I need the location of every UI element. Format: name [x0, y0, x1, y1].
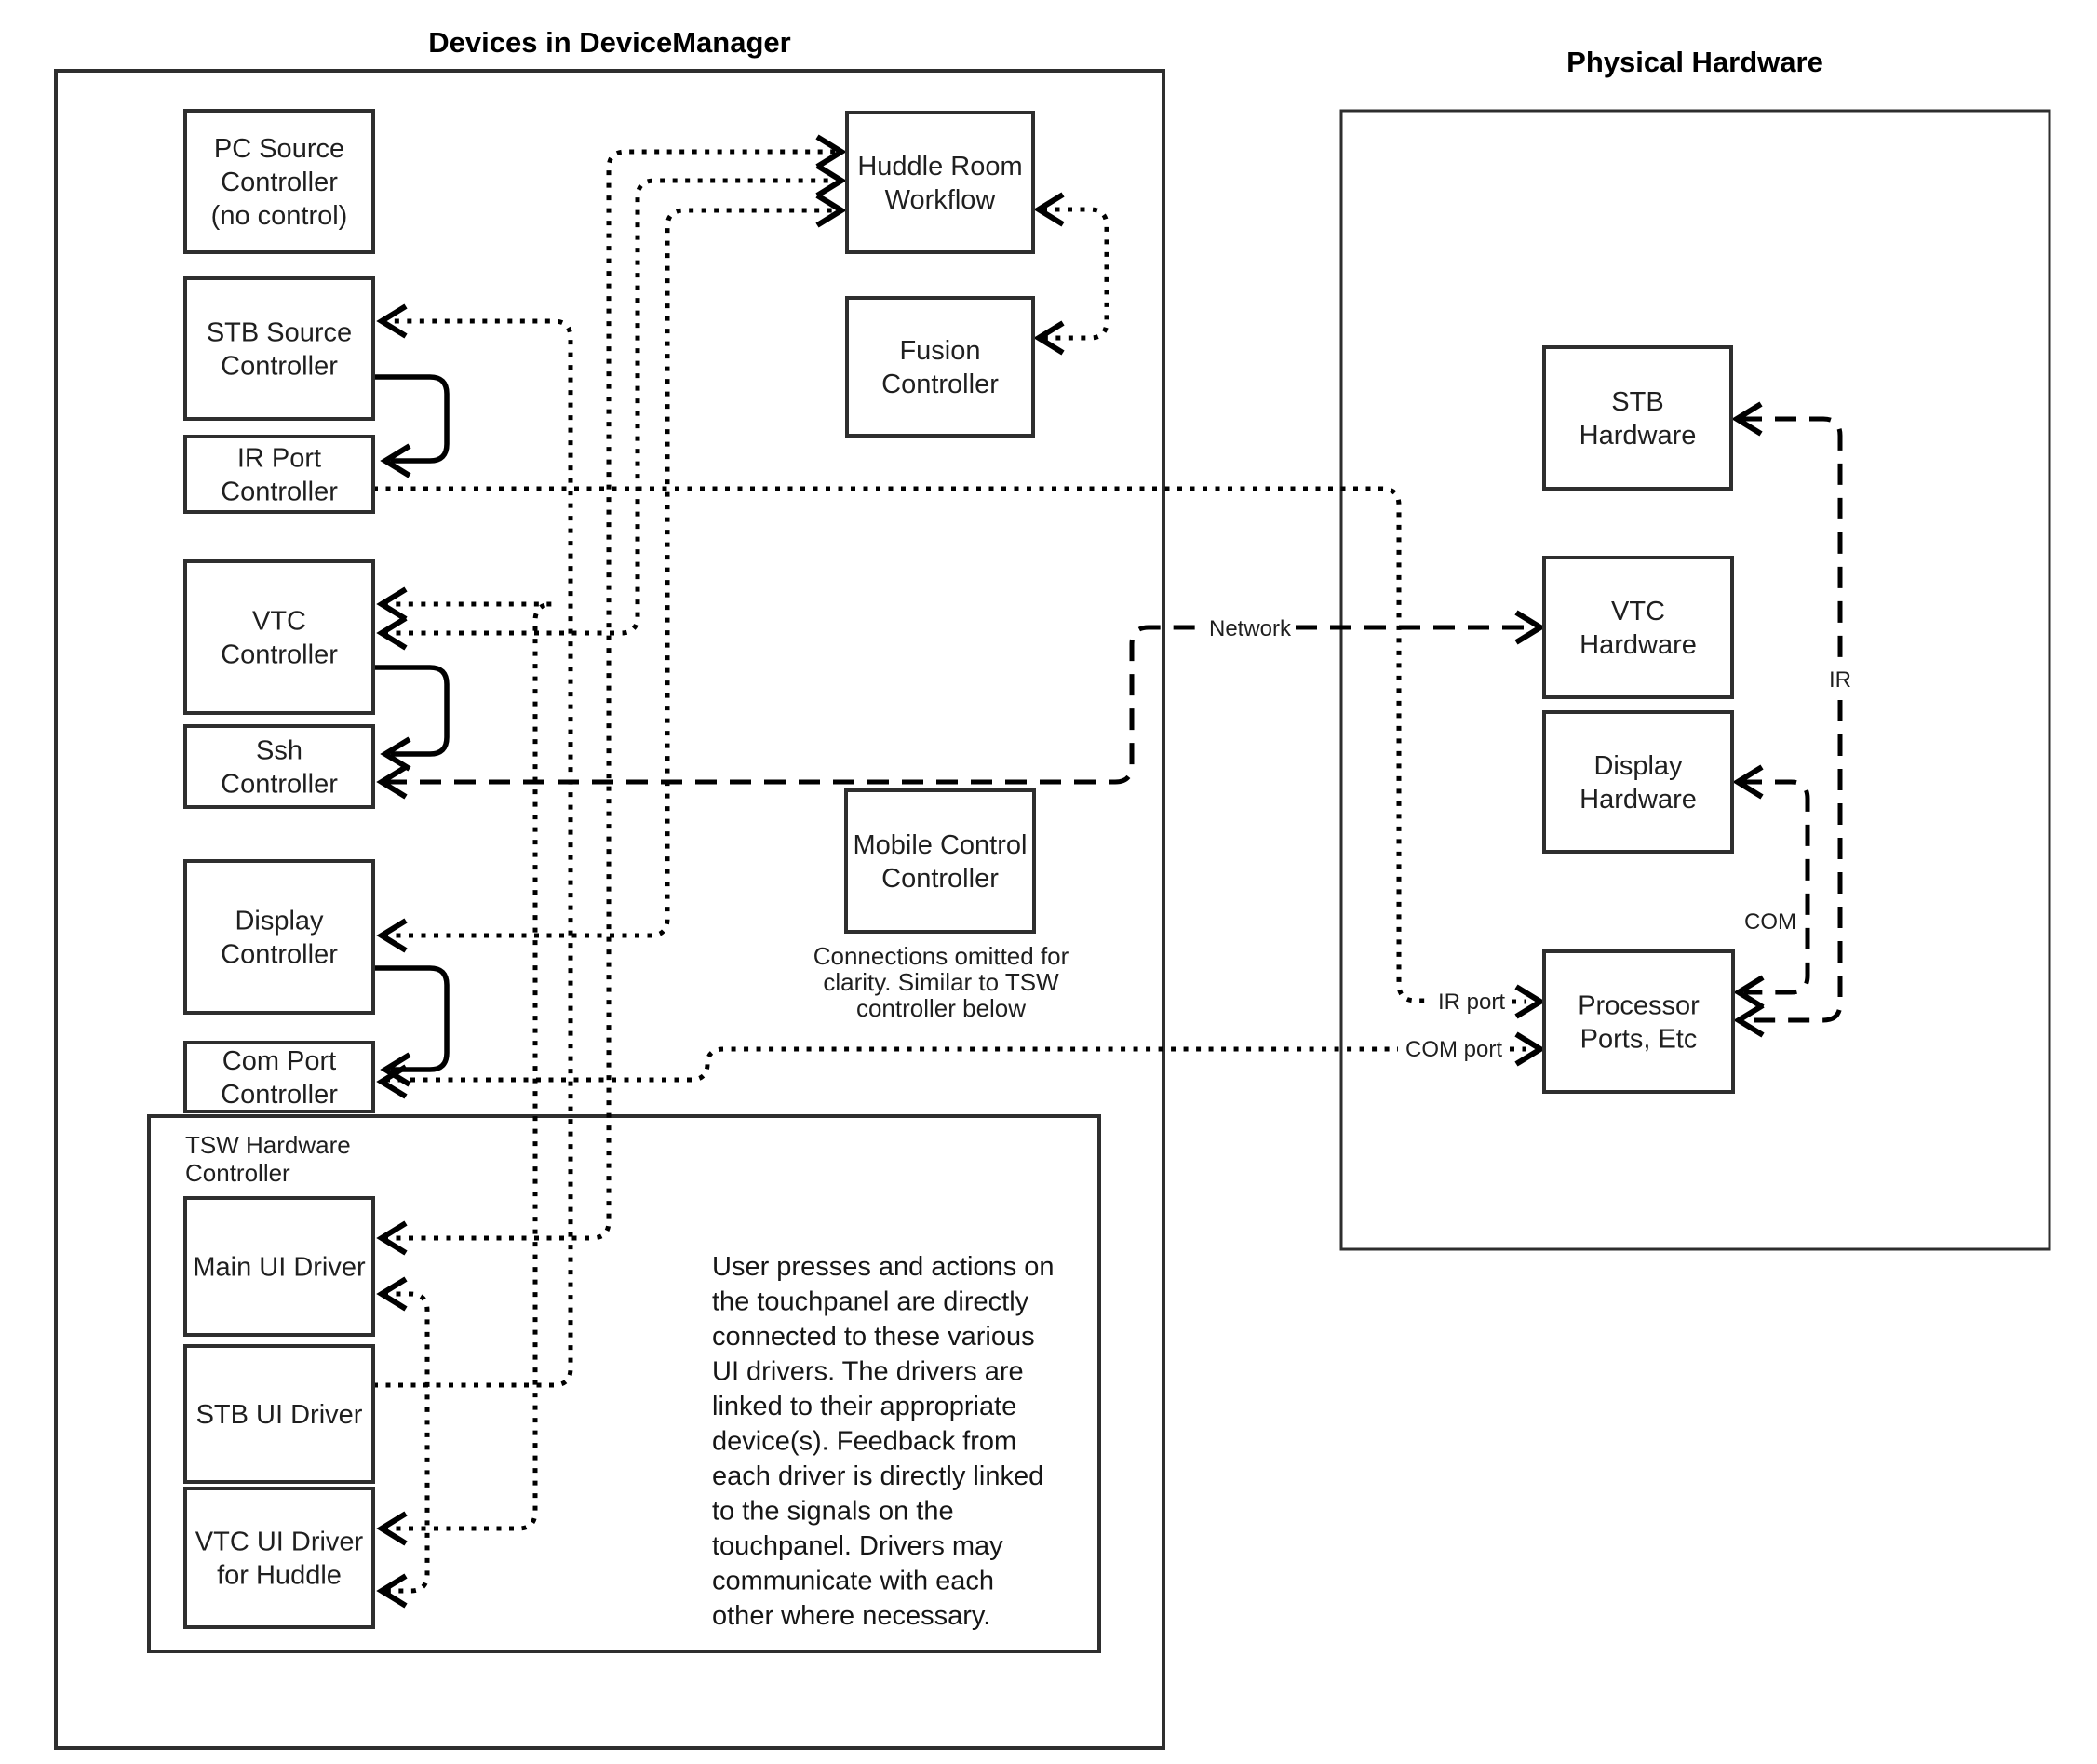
ir-port-controller: [185, 437, 373, 512]
main-ui-driver: [185, 1198, 373, 1335]
fusion-controller-label: Fusion Controller: [881, 336, 999, 399]
vtc-controller-label: VTC Controller: [221, 606, 338, 670]
svg-text:communicate with each: communicate with each: [712, 1566, 995, 1596]
edge-huddle-to-main-ui: [383, 152, 836, 1238]
ssh-controller-label: Ssh Controller: [221, 735, 338, 800]
display-hardware-label: Display Hardware: [1579, 751, 1697, 815]
ui-driver-description-paragraph: [712, 1252, 1055, 1631]
vtc-hardware: [1544, 558, 1732, 697]
processor-ports-label: Processor Ports, Etc: [1578, 990, 1700, 1055]
mobile-control-controller-label: Mobile Control Controller: [853, 830, 1028, 894]
stb-ui-driver-label: STB UI Driver: [195, 1400, 363, 1430]
huddle-room-workflow: [847, 113, 1033, 252]
ir-edge-label: IR: [1829, 667, 1851, 693]
vtc-controller: [185, 561, 373, 713]
pc-source-controller: [185, 111, 373, 252]
edge-com-port-controller-to-processor: [385, 1049, 1526, 1080]
com-port-edge-label: COM port: [1405, 1037, 1503, 1062]
stb-hardware-label: STB Hardware: [1579, 387, 1697, 451]
processor-ports: [1544, 951, 1733, 1092]
svg-text:touchpanel. Drivers may: touchpanel. Drivers may: [712, 1531, 1003, 1561]
vtc-ui-driver: [185, 1488, 373, 1627]
com-edge-label: COM: [1744, 909, 1796, 935]
mobile-control-note: [813, 942, 1069, 1022]
ssh-controller: [185, 726, 373, 807]
svg-text:other where necessary.: other where necessary.: [712, 1601, 991, 1631]
svg-text:Controller: Controller: [185, 1159, 290, 1187]
pc-source-controller-label: PC Source Controller (no control): [210, 134, 348, 231]
mobile-control-controller: [846, 790, 1034, 932]
svg-text:device(s). Feedback from: device(s). Feedback from: [712, 1426, 1017, 1457]
ir-port-controller-label: IR Port Controller: [221, 443, 338, 507]
svg-text:UI drivers. The drivers are: UI drivers. The drivers are: [712, 1356, 1024, 1387]
edge-main-ui-to-vtc-ui: [383, 1294, 427, 1591]
display-hardware: [1544, 712, 1732, 852]
stb-hardware: [1544, 347, 1731, 489]
svg-text:connected to these various: connected to these various: [712, 1322, 1035, 1352]
left-panel-title: Devices in DeviceManager: [428, 26, 791, 59]
svg-text:Connections omitted for: Connections omitted for: [813, 942, 1069, 970]
svg-text:linked to their appropriate: linked to their appropriate: [712, 1392, 1017, 1421]
right-panel-title: Physical Hardware: [1566, 46, 1823, 78]
huddle-room-workflow-label: Huddle Room Workflow: [857, 152, 1023, 215]
display-controller: [185, 861, 373, 1013]
stb-ui-driver: [185, 1346, 373, 1482]
edge-display-to-com-port: [373, 968, 447, 1070]
svg-text:User presses and actions on: User presses and actions on: [712, 1252, 1055, 1282]
svg-text:clarity. Similar to TSW: clarity. Similar to TSW: [823, 968, 1059, 996]
svg-text:each driver is directly linked: each driver is directly linked: [712, 1461, 1044, 1491]
fusion-controller: [847, 298, 1033, 436]
ir-port-edge-label: IR port: [1437, 990, 1506, 1015]
svg-text:to the signals on the: to the signals on the: [712, 1496, 954, 1527]
tsw-container-label: [185, 1131, 351, 1187]
stb-source-controller-label: STB Source Controller: [206, 317, 353, 382]
stb-source-controller: [185, 278, 373, 419]
network-edge-label: Network: [1208, 616, 1292, 641]
main-ui-driver-label: Main UI Driver: [193, 1252, 366, 1283]
com-port-controller-label: Com Port Controller: [221, 1046, 338, 1110]
edge-huddle-fusion-loop: [1042, 209, 1107, 338]
vtc-ui-driver-label: VTC UI Driver for Huddle: [195, 1527, 364, 1591]
svg-text:controller below: controller below: [855, 994, 1027, 1022]
edge-network-ssh-to-vtc-hardware: [385, 627, 1528, 782]
svg-text:the touchpanel are directly: the touchpanel are directly: [712, 1286, 1029, 1317]
com-port-controller: [185, 1043, 373, 1111]
vtc-hardware-label: VTC Hardware: [1579, 597, 1697, 660]
display-controller-label: Display Controller: [221, 906, 338, 970]
edge-com-display-hw-to-processor: [1741, 782, 1808, 992]
svg-text:TSW Hardware: TSW Hardware: [185, 1131, 351, 1159]
